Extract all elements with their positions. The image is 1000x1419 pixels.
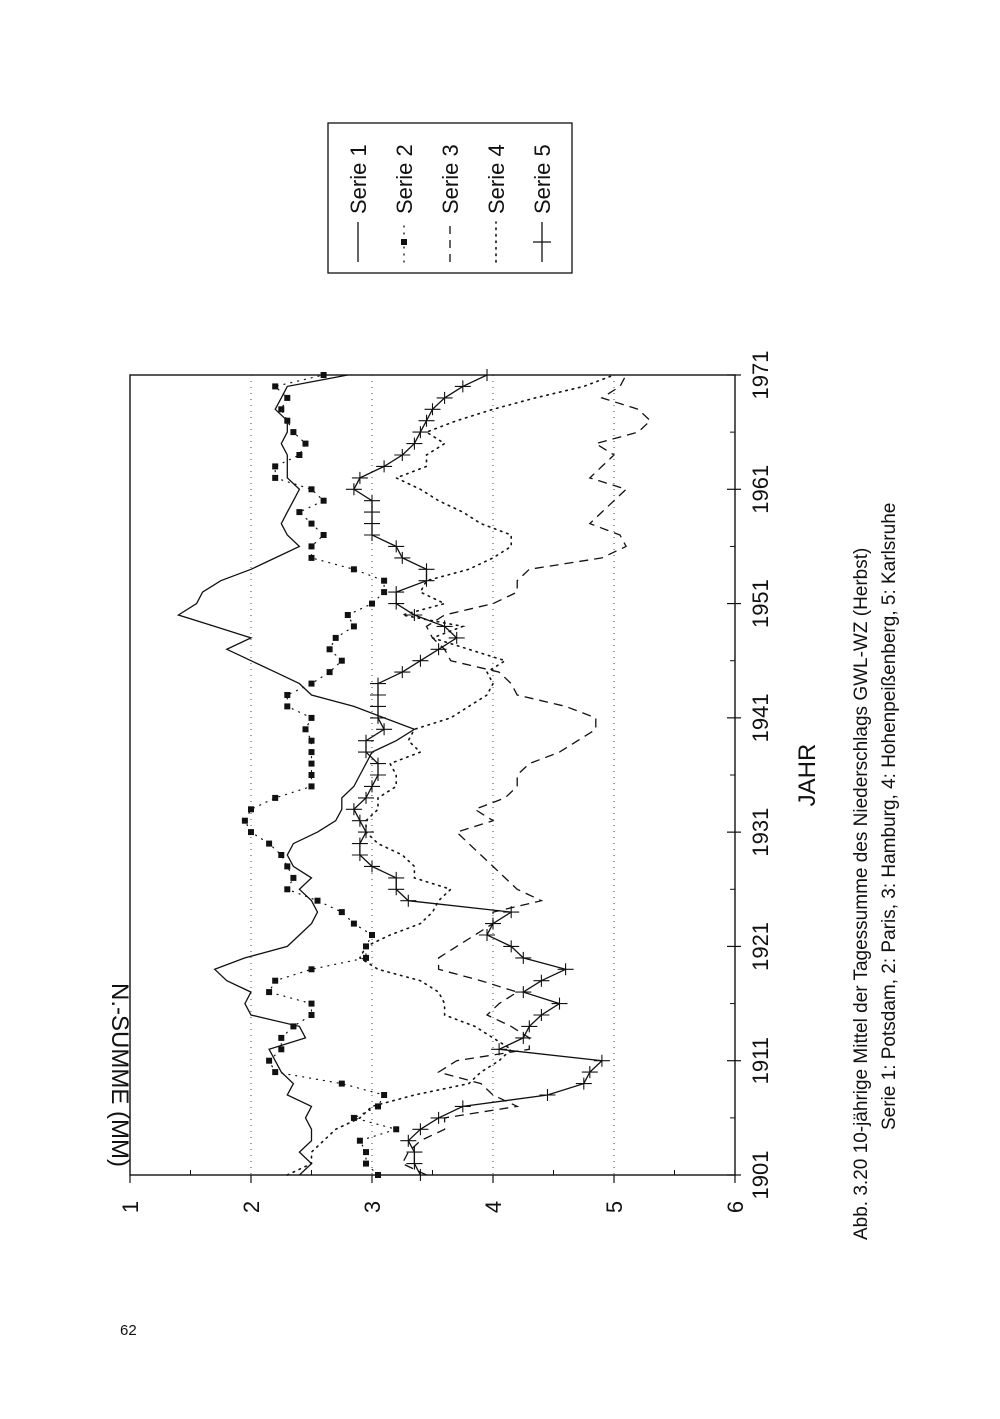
data-point bbox=[309, 761, 315, 767]
y-tick-label: 6 bbox=[723, 1200, 748, 1214]
data-point bbox=[351, 566, 357, 572]
legend-label: Serie 5 bbox=[530, 144, 555, 214]
y-tick-label: 1 bbox=[118, 1200, 143, 1214]
data-point bbox=[582, 1066, 598, 1078]
data-point bbox=[406, 1158, 422, 1170]
data-point bbox=[540, 1089, 556, 1101]
data-point bbox=[303, 726, 309, 732]
data-point bbox=[364, 506, 380, 518]
series-line bbox=[354, 375, 602, 1175]
y-axis-label: N.-SUMME (MM) bbox=[106, 983, 133, 1167]
data-point bbox=[272, 463, 278, 469]
data-point bbox=[296, 452, 302, 458]
data-point bbox=[346, 803, 362, 815]
legend-label: Serie 2 bbox=[392, 144, 417, 214]
y-tick-label: 2 bbox=[239, 1200, 264, 1214]
data-point bbox=[352, 472, 368, 484]
data-point bbox=[381, 589, 387, 595]
data-point bbox=[290, 429, 296, 435]
data-point bbox=[515, 952, 531, 964]
data-point bbox=[375, 1172, 381, 1178]
data-point bbox=[358, 826, 374, 838]
data-point bbox=[364, 860, 380, 872]
data-point bbox=[412, 426, 428, 438]
data-point bbox=[266, 1058, 272, 1064]
data-point bbox=[309, 521, 315, 527]
data-point bbox=[352, 838, 368, 850]
series-5 bbox=[346, 369, 610, 1181]
figure-caption bbox=[851, 503, 900, 1240]
data-point bbox=[309, 966, 315, 972]
data-point bbox=[248, 829, 254, 835]
data-point bbox=[370, 700, 386, 712]
x-tick-label: 1911 bbox=[748, 1037, 773, 1085]
data-point bbox=[309, 749, 315, 755]
data-point bbox=[272, 475, 278, 481]
data-point bbox=[388, 540, 404, 552]
data-point bbox=[369, 932, 375, 938]
data-point bbox=[351, 921, 357, 927]
data-point bbox=[425, 403, 441, 415]
data-point bbox=[388, 872, 404, 884]
data-point bbox=[284, 863, 290, 869]
plot-area bbox=[106, 351, 821, 1214]
data-point bbox=[393, 1126, 399, 1132]
data-point bbox=[419, 575, 435, 587]
data-point bbox=[266, 841, 272, 847]
x-tick-label: 1951 bbox=[748, 579, 773, 629]
data-point bbox=[352, 849, 368, 861]
data-point bbox=[309, 772, 315, 778]
data-point bbox=[309, 681, 315, 687]
data-point bbox=[278, 406, 284, 412]
data-point bbox=[363, 1161, 369, 1167]
data-point bbox=[388, 586, 404, 598]
data-point bbox=[272, 978, 278, 984]
data-point bbox=[419, 415, 435, 427]
series-4 bbox=[287, 375, 614, 1175]
legend bbox=[328, 123, 572, 273]
data-point bbox=[284, 886, 290, 892]
x-tick-label: 1941 bbox=[748, 693, 773, 743]
data-point bbox=[284, 703, 290, 709]
page-number: 62 bbox=[120, 1322, 137, 1339]
data-point bbox=[400, 1135, 416, 1147]
legend-label: Serie 1 bbox=[346, 144, 371, 214]
data-point bbox=[364, 529, 380, 541]
data-point bbox=[321, 498, 327, 504]
data-point bbox=[284, 395, 290, 401]
data-point bbox=[284, 692, 290, 698]
data-point bbox=[369, 601, 375, 607]
x-tick-label: 1971 bbox=[748, 350, 773, 400]
data-point bbox=[272, 1069, 278, 1075]
data-point bbox=[370, 769, 386, 781]
data-point bbox=[309, 738, 315, 744]
data-point bbox=[309, 486, 315, 492]
data-point bbox=[266, 989, 272, 995]
data-point bbox=[278, 852, 284, 858]
data-point bbox=[558, 963, 574, 975]
data-point bbox=[363, 955, 369, 961]
data-point bbox=[272, 383, 278, 389]
data-point bbox=[309, 1001, 315, 1007]
data-point bbox=[394, 552, 410, 564]
data-point bbox=[278, 1046, 284, 1052]
data-point bbox=[272, 795, 278, 801]
data-point bbox=[309, 1012, 315, 1018]
data-point bbox=[333, 635, 339, 641]
series-line bbox=[287, 375, 614, 1175]
data-point bbox=[521, 1020, 537, 1032]
data-point bbox=[503, 940, 519, 952]
data-point bbox=[455, 1100, 471, 1112]
data-point bbox=[315, 898, 321, 904]
y-tick-label: 3 bbox=[360, 1200, 385, 1214]
data-point bbox=[381, 1092, 387, 1098]
data-point bbox=[309, 715, 315, 721]
data-point bbox=[364, 780, 380, 792]
caption-line-2: Serie 1: Potsdam, 2: Paris, 3: Hamburg, 4: Hohenpeißenberg, 5: Karlsruhe bbox=[879, 502, 900, 1130]
data-point bbox=[412, 1169, 428, 1181]
y-tick-label: 4 bbox=[481, 1200, 506, 1214]
legend-label: Serie 3 bbox=[438, 144, 463, 214]
data-point bbox=[419, 563, 435, 575]
data-point bbox=[339, 909, 345, 915]
x-axis-label: JAHR bbox=[794, 743, 821, 807]
data-point bbox=[309, 555, 315, 561]
data-point bbox=[327, 669, 333, 675]
series-3 bbox=[402, 375, 650, 1175]
data-point bbox=[345, 612, 351, 618]
data-point bbox=[339, 658, 345, 664]
y-tick-label: 5 bbox=[602, 1200, 627, 1214]
data-point bbox=[321, 372, 327, 378]
data-point bbox=[406, 438, 422, 450]
data-point bbox=[303, 441, 309, 447]
data-point bbox=[296, 509, 302, 515]
data-point bbox=[388, 883, 404, 895]
data-point bbox=[248, 806, 254, 812]
data-point bbox=[339, 1081, 345, 1087]
data-point bbox=[321, 532, 327, 538]
data-point bbox=[278, 1035, 284, 1041]
legend-swatch-marker bbox=[401, 239, 407, 245]
data-point bbox=[357, 1138, 363, 1144]
data-point bbox=[479, 369, 495, 381]
data-point bbox=[327, 646, 333, 652]
legend-label: Serie 4 bbox=[484, 144, 509, 214]
data-point bbox=[242, 818, 248, 824]
x-tick-label: 1961 bbox=[748, 464, 773, 514]
plot-frame bbox=[130, 375, 735, 1175]
data-point bbox=[290, 875, 296, 881]
data-point bbox=[290, 1023, 296, 1029]
data-point bbox=[594, 1055, 610, 1067]
data-point bbox=[309, 543, 315, 549]
data-point bbox=[406, 1146, 422, 1158]
data-point bbox=[351, 623, 357, 629]
data-point bbox=[381, 578, 387, 584]
data-point bbox=[576, 1078, 592, 1090]
x-tick-label: 1901 bbox=[748, 1150, 773, 1200]
data-point bbox=[364, 518, 380, 530]
data-point bbox=[309, 783, 315, 789]
x-tick-label: 1931 bbox=[748, 807, 773, 857]
data-point bbox=[284, 418, 290, 424]
data-point bbox=[358, 792, 374, 804]
x-tick-label: 1921 bbox=[748, 921, 773, 971]
data-point bbox=[515, 1032, 531, 1044]
series-line bbox=[402, 375, 650, 1175]
caption-line-1: Abb. 3.20 10-jährige Mittel der Tagessumme des Niederschlags GWL-WZ (Herbst) bbox=[851, 547, 872, 1240]
data-point bbox=[363, 1149, 369, 1155]
data-point bbox=[400, 895, 416, 907]
